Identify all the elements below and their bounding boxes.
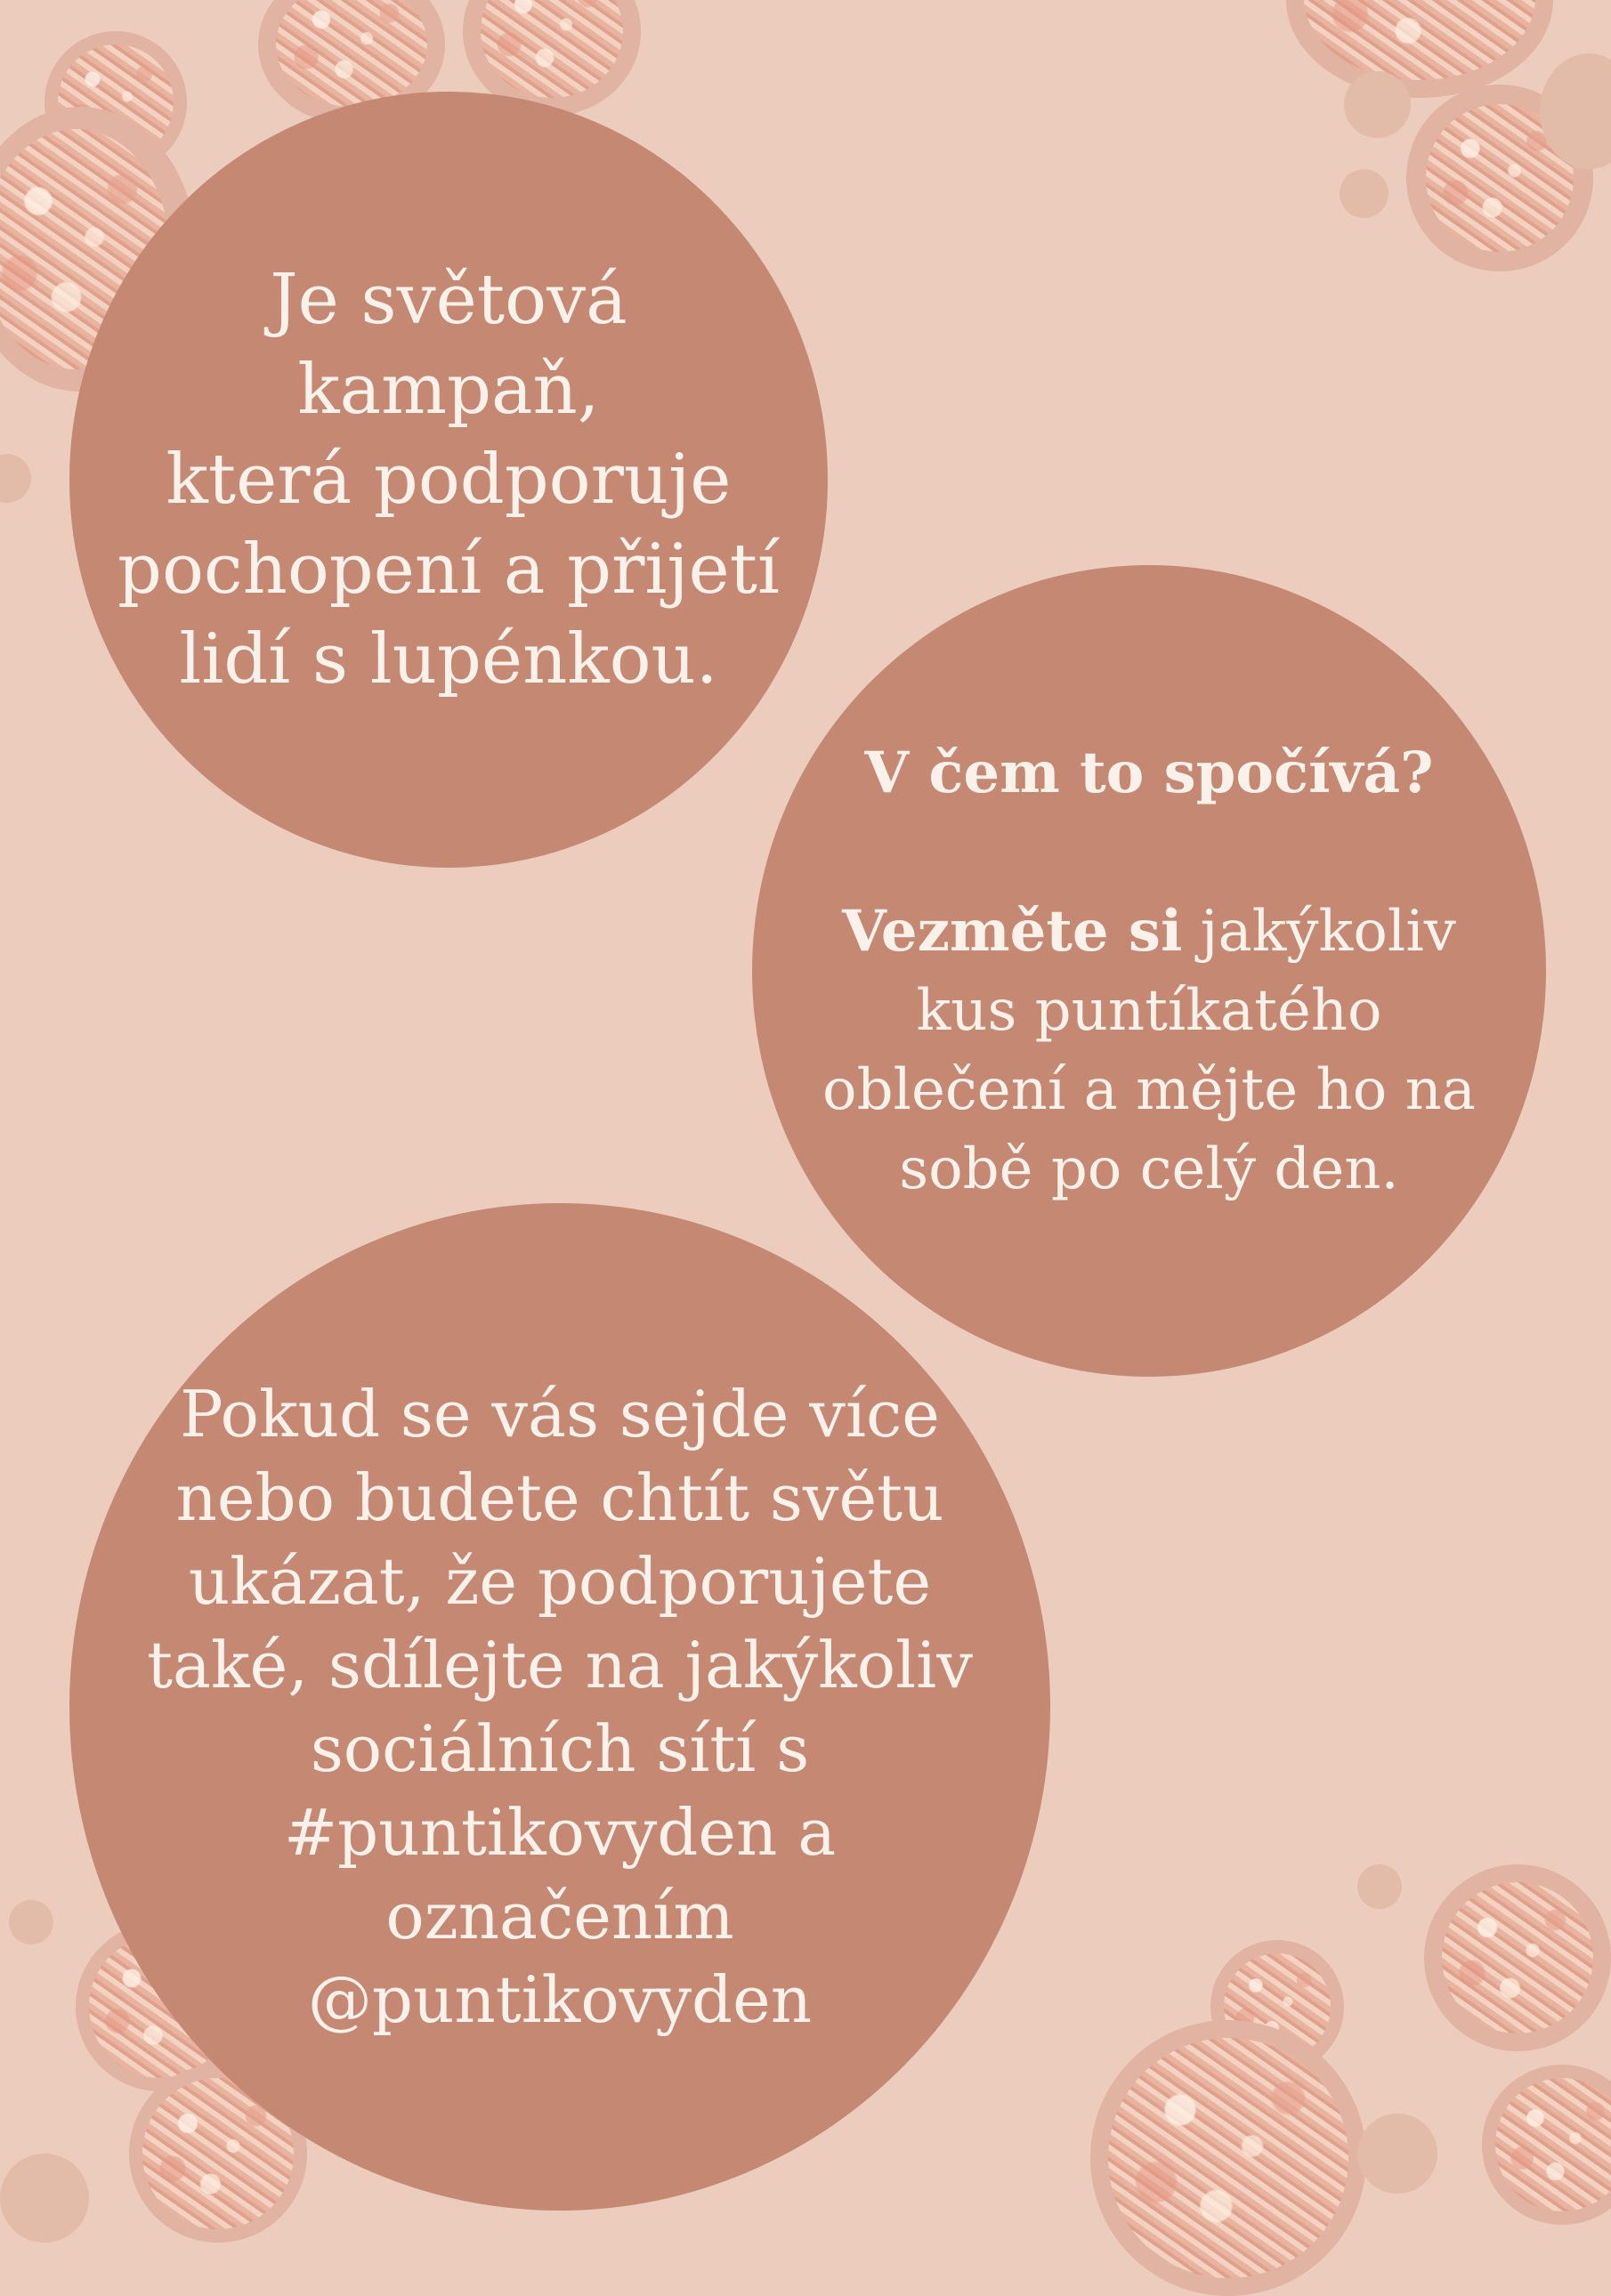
decor-dot — [1340, 169, 1388, 218]
decor-dot — [0, 2154, 89, 2243]
intro-line: lidí s lupénkou. — [179, 618, 718, 699]
share-line: sociálních sítí s — [310, 1711, 810, 1786]
decor-dot — [1357, 1864, 1402, 1909]
decor-dot — [0, 454, 31, 503]
share-text — [142, 1372, 978, 2041]
intro-line: pochopení a přijetí — [117, 529, 780, 610]
decor-texture-circle — [1442, 1882, 1593, 2033]
instruction-line: kus puntíkatého — [916, 977, 1382, 1044]
share-line: také, sdílejte na jakýkoliv — [147, 1628, 973, 1702]
intro-line: která podporuje — [166, 439, 732, 520]
instruction-bold-lead: Vezměte si — [842, 897, 1183, 965]
handle: @puntikovyden — [307, 1962, 813, 2037]
instructions-bubble — [752, 565, 1546, 1377]
instruction-line — [802, 892, 1496, 972]
intro-line: Je světová kampaň, — [270, 259, 627, 430]
decor-dot — [1344, 71, 1411, 138]
share-line: nebo budete chtít světu — [175, 1460, 944, 1535]
intro-bubble — [69, 92, 828, 868]
question-heading: V čem to spočívá? — [864, 739, 1434, 806]
share-line: Pokud se vás sejde více — [180, 1377, 940, 1451]
instruction-line: oblečení a mějte ho na — [822, 1056, 1476, 1123]
decor-dot — [1357, 2114, 1437, 2194]
decor-texture-circle — [1108, 2038, 1348, 2278]
hashtag: #puntikovyden a — [283, 1795, 837, 1870]
instruction-line: sobě po celý den. — [899, 1136, 1399, 1202]
decor-dot — [9, 1900, 53, 1944]
instruction-line-rest: jakýkoliv — [1182, 898, 1456, 965]
share-bubble — [69, 1203, 1050, 2211]
intro-text — [110, 255, 787, 705]
share-line: ukázat, že podporujete — [188, 1544, 932, 1619]
share-line: označením — [385, 1879, 734, 1953]
instructions-text — [802, 733, 1496, 1209]
